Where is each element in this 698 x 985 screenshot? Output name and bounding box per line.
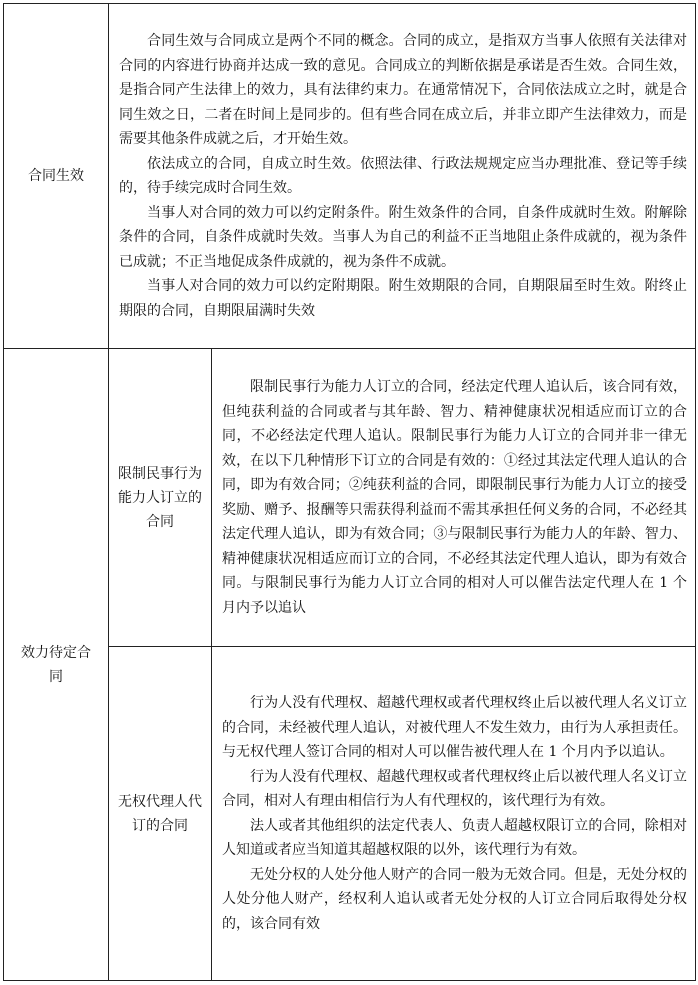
term-label: 效力待定合同 [21,644,91,685]
paragraph: 法人或者其他组织的法定代表人、负责人超越权限订立的合同，除相对人知道或者应当知道其超越权限的以外，该代理行为有效。 [222,817,687,858]
paragraph: 行为人没有代理权、超越代理权或者代理权终止后以被代理人名义订立合同，相对人有理由相信行为人有代理权的，该代理行为有效。 [222,768,687,809]
subrow-description-limited-capacity [212,349,696,647]
subrow-term-unauthorized-agent [109,647,212,981]
paragraph: 无处分权的人处分他人财产的合同一般为无效合同。但是，无处分权的人处分他人财产，经权利人追认或者无处分权的人订立合同后取得处分权的，该合同有效 [222,866,687,932]
term-label: 限制民事行为能力人订立的合同 [118,465,202,530]
row-term-pending-effect-contract [4,349,109,981]
term-label: 无权代理人代订的合同 [118,793,202,834]
table-row [4,4,696,349]
row-term-contract-effect: 合同生效 [4,4,109,349]
table-row [4,349,696,647]
paragraph: 行为人没有代理权、超越代理权或者代理权终止后以被代理人名义订立的合同，未经被代理人追认，对被代理人不发生效力，由行为人承担责任。与无权代理人签订合同的相对人可以催告被代理人在 1 个月内予以追认。 [222,695,687,760]
subrow-description-unauthorized-agent [212,647,696,981]
row-description-contract-effect [109,4,696,349]
contract-effect-table [3,3,696,981]
subrow-term-limited-capacity [109,349,212,647]
paragraph: 当事人对合同的效力可以约定附条件。附生效条件的合同，自条件成就时生效。附解除条件的合同，自条件成就时失效。当事人为自己的利益不正当地阻止条件成就的，视为条件已成就；不正当地促成条件成就的，视为条件不成就。 [119,204,687,270]
paragraph: 依法成立的合同，自成立时生效。依照法律、行政法规规定应当办理批准、登记等手续的，待手续完成时合同生效。 [119,155,687,196]
paragraph: 限制民事行为能力人订立的合同，经法定代理人追认后，该合同有效，但纯获利益的合同或者与其年龄、智力、精神健康状况相适应而订立的合同，不必经法定代理人追认。限制民事行为能力人订立的合同并非一律无效，在以下几种情形下订立的合同是有效的：①经过其法定代理人追认的合同，即为有效合同；②纯获利益的合同，即限制民事行为能力人订立的接受奖励、赠予、报酬等只需获得利益而不需其承担任何义务的合同，不必经其法定代理人追认，即为有效合同；③与限制民事行为能力人的年龄、智力、精神健康状况相适应而订立的合同，不必经其法定代理人追认，即为有效合同。与限制民事行为能力人订立合同的相对人可以催告法定代理人在 1 个月内予以追认 [222,379,687,616]
paragraph: 合同生效与合同成立是两个不同的概念。合同的成立，是指双方当事人依照有关法律对合同的内容进行协商并达成一致的意见。合同成立的判断依据是承诺是否生效。合同生效，是指合同产生法律上的效力，具有法律约束力。在通常情况下，合同依法成立之时，就是合同生效之日，二者在时间上是同步的。但有些合同在成立后，并非立即产生法律效力，而是需要其他条件成就之后，才开始生效。 [119,33,687,147]
paragraph: 当事人对合同的效力可以约定附期限。附生效期限的合同，自期限届至时生效。附终止期限的合同，自期限届满时失效 [119,278,687,319]
